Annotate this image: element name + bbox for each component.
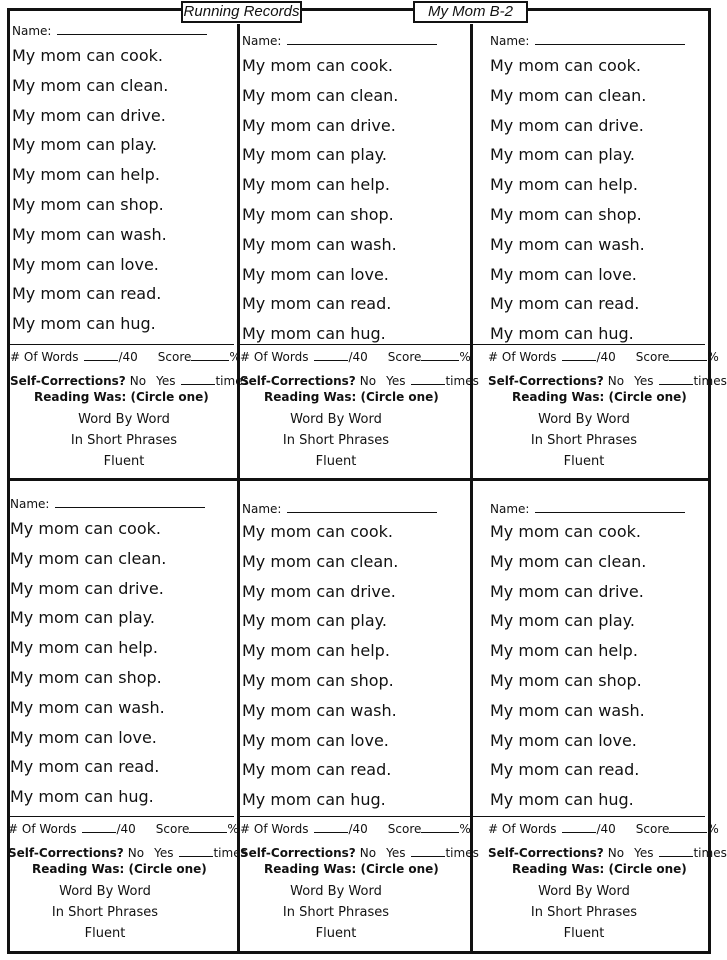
sentence-line: My mom can play. bbox=[490, 145, 635, 165]
words-blank[interactable] bbox=[562, 822, 596, 833]
sentence-line: My mom can cook. bbox=[490, 56, 641, 75]
sentence-line: My mom can wash. bbox=[490, 700, 645, 720]
name-blank[interactable] bbox=[55, 495, 205, 508]
score-blank[interactable] bbox=[669, 822, 707, 833]
option-no[interactable]: No bbox=[129, 374, 147, 388]
times-blank[interactable] bbox=[411, 846, 445, 857]
column-divider-left bbox=[237, 24, 240, 954]
score-label: Score bbox=[155, 822, 190, 836]
sentence-line: My mom can hug. bbox=[242, 324, 386, 344]
reading-option[interactable]: Fluent bbox=[563, 926, 605, 941]
sentence-line: My mom can love. bbox=[10, 727, 157, 747]
score-unit: % bbox=[227, 822, 239, 836]
reading-option[interactable]: Fluent bbox=[84, 926, 126, 941]
sentence-line: My mom can drive. bbox=[242, 115, 396, 135]
score-unit: % bbox=[459, 350, 471, 364]
column-divider-right bbox=[470, 24, 473, 954]
option-yes[interactable]: Yes bbox=[634, 374, 654, 388]
words-total: /40 bbox=[118, 350, 138, 364]
sentence-line: My mom can love. bbox=[242, 730, 389, 750]
reading-option[interactable]: Word By Word bbox=[538, 412, 630, 427]
score-label: Score bbox=[387, 350, 422, 364]
sentence-line: My mom can read. bbox=[242, 760, 392, 780]
times-blank[interactable] bbox=[659, 846, 693, 857]
times-label: times bbox=[445, 374, 479, 388]
words-total: /40 bbox=[596, 350, 616, 364]
sentence-line: My mom can clean. bbox=[12, 75, 169, 95]
words-blank[interactable] bbox=[82, 822, 116, 833]
sentence-line: My mom can read. bbox=[10, 757, 160, 777]
option-no[interactable]: No bbox=[359, 374, 377, 388]
sentence-line: My mom can hug. bbox=[490, 790, 634, 810]
self-corrections-label: Self-Corrections? bbox=[488, 846, 604, 860]
sentence-line: My mom can drive. bbox=[12, 105, 166, 125]
option-yes[interactable]: Yes bbox=[634, 846, 654, 860]
sentence-line: My mom can help. bbox=[242, 641, 390, 661]
score-unit: % bbox=[707, 822, 719, 836]
name-label: Name: bbox=[12, 24, 52, 38]
name-blank[interactable] bbox=[287, 32, 437, 45]
reading-option[interactable]: Word By Word bbox=[290, 412, 382, 427]
sentence-line: My mom can wash. bbox=[490, 234, 645, 254]
times-blank[interactable] bbox=[181, 374, 215, 385]
reading-option[interactable]: In Short Phrases bbox=[51, 905, 159, 920]
sentence-line: My mom can love. bbox=[490, 264, 637, 284]
name-blank[interactable] bbox=[57, 22, 207, 35]
words-blank[interactable] bbox=[84, 350, 118, 361]
times-label: times bbox=[693, 846, 727, 860]
sentence-line: My mom can help. bbox=[242, 175, 390, 195]
name-field[interactable] bbox=[242, 500, 437, 516]
words-label: # Of Words bbox=[488, 350, 557, 364]
name-field[interactable] bbox=[490, 500, 685, 516]
reading-was-label: Reading Was: (Circle one) bbox=[32, 862, 207, 876]
sentence-line: My mom can clean. bbox=[490, 551, 647, 571]
option-yes[interactable]: Yes bbox=[154, 846, 174, 860]
section-divider bbox=[473, 816, 705, 817]
self-corrections-label: Self-Corrections? bbox=[10, 374, 126, 388]
option-no[interactable]: No bbox=[127, 846, 145, 860]
option-no[interactable]: No bbox=[607, 846, 625, 860]
score-unit: % bbox=[459, 822, 471, 836]
self-corrections-label: Self-Corrections? bbox=[240, 374, 356, 388]
sentence-line: My mom can hug. bbox=[490, 324, 634, 344]
sentence-line: My mom can wash. bbox=[242, 234, 397, 254]
reading-option[interactable]: In Short Phrases bbox=[282, 433, 390, 448]
times-blank[interactable] bbox=[179, 846, 213, 857]
sentence-line: My mom can wash. bbox=[10, 697, 165, 717]
score-label: Score bbox=[635, 350, 670, 364]
sentence-line: My mom can cook. bbox=[242, 522, 393, 541]
sentence-line: My mom can clean. bbox=[10, 548, 167, 568]
times-label: times bbox=[215, 374, 249, 388]
score-label: Score bbox=[387, 822, 422, 836]
words-label: # Of Words bbox=[240, 350, 309, 364]
sentence-line: My mom can love. bbox=[242, 264, 389, 284]
score-row bbox=[488, 822, 719, 836]
score-label: Score bbox=[157, 350, 192, 364]
sentence-line: My mom can drive. bbox=[10, 578, 164, 598]
row-divider bbox=[7, 478, 711, 481]
sentence-line: My mom can clean. bbox=[242, 551, 399, 571]
sentence-line: My mom can read. bbox=[490, 760, 640, 780]
name-label: Name: bbox=[10, 497, 50, 511]
sentence-line: My mom can hug. bbox=[12, 314, 156, 334]
reading-option[interactable]: Word By Word bbox=[538, 884, 630, 899]
title-tab: My Mom B-2 bbox=[413, 1, 528, 23]
times-label: times bbox=[445, 846, 479, 860]
words-total: /40 bbox=[596, 822, 616, 836]
times-blank[interactable] bbox=[411, 374, 445, 385]
sentence-line: My mom can play. bbox=[12, 135, 157, 155]
reading-was-label: Reading Was: (Circle one) bbox=[264, 390, 439, 404]
sentence-line: My mom can shop. bbox=[242, 671, 394, 690]
reading-option[interactable]: Word By Word bbox=[59, 884, 151, 899]
sentence-line: My mom can read. bbox=[242, 294, 392, 314]
reading-option[interactable]: In Short Phrases bbox=[70, 433, 178, 448]
sentence-line: My mom can shop. bbox=[490, 671, 642, 690]
sentence-line: My mom can help. bbox=[490, 641, 638, 661]
reading-option[interactable]: Fluent bbox=[315, 454, 357, 469]
section-divider bbox=[240, 344, 470, 345]
score-blank[interactable] bbox=[421, 822, 459, 833]
sentence-line: My mom can help. bbox=[10, 638, 158, 658]
sentence-line: My mom can shop. bbox=[242, 205, 394, 224]
self-corrections-label: Self-Corrections? bbox=[240, 846, 356, 860]
score-row bbox=[488, 350, 719, 364]
self-corrections-label: Self-Corrections? bbox=[488, 374, 604, 388]
name-label: Name: bbox=[490, 502, 530, 516]
sentence-line: My mom can hug. bbox=[10, 787, 154, 807]
sentence-line: My mom can love. bbox=[490, 730, 637, 750]
self-corrections-row bbox=[240, 374, 479, 388]
score-blank[interactable] bbox=[421, 350, 459, 361]
sentence-line: My mom can read. bbox=[490, 294, 640, 314]
sentence-line: My mom can clean. bbox=[490, 85, 647, 105]
sentence-line: My mom can cook. bbox=[242, 56, 393, 75]
name-field[interactable] bbox=[490, 32, 685, 48]
sentence-line: My mom can cook. bbox=[490, 522, 641, 541]
score-blank[interactable] bbox=[191, 350, 229, 361]
score-row bbox=[10, 350, 241, 364]
self-corrections-row bbox=[240, 846, 479, 860]
reading-option[interactable]: Fluent bbox=[103, 454, 145, 469]
self-corrections-row bbox=[10, 374, 249, 388]
score-label: Score bbox=[635, 822, 670, 836]
name-blank[interactable] bbox=[287, 500, 437, 513]
sentence-line: My mom can cook. bbox=[12, 46, 163, 65]
sentence-line: My mom can wash. bbox=[12, 224, 167, 244]
words-total: /40 bbox=[348, 350, 368, 364]
score-blank[interactable] bbox=[669, 350, 707, 361]
reading-option[interactable]: Word By Word bbox=[290, 884, 382, 899]
sentence-line: My mom can wash. bbox=[242, 700, 397, 720]
name-field[interactable] bbox=[242, 32, 437, 48]
sentence-line: My mom can shop. bbox=[12, 195, 164, 214]
name-label: Name: bbox=[242, 34, 282, 48]
name-blank[interactable] bbox=[535, 32, 685, 45]
words-blank[interactable] bbox=[314, 822, 348, 833]
reading-option[interactable]: Fluent bbox=[563, 454, 605, 469]
name-blank[interactable] bbox=[535, 500, 685, 513]
words-label: # Of Words bbox=[488, 822, 557, 836]
words-total: /40 bbox=[116, 822, 136, 836]
words-total: /40 bbox=[348, 822, 368, 836]
sentence-line: My mom can clean. bbox=[242, 85, 399, 105]
words-label: # Of Words bbox=[240, 822, 309, 836]
reading-was-label: Reading Was: (Circle one) bbox=[512, 862, 687, 876]
times-blank[interactable] bbox=[659, 374, 693, 385]
section-divider bbox=[9, 816, 234, 817]
option-no[interactable]: No bbox=[359, 846, 377, 860]
section-divider bbox=[473, 344, 705, 345]
sentence-line: My mom can help. bbox=[12, 165, 160, 185]
reading-option[interactable]: Fluent bbox=[315, 926, 357, 941]
reading-option[interactable]: In Short Phrases bbox=[530, 433, 638, 448]
sentence-line: My mom can cook. bbox=[10, 519, 161, 538]
sentence-line: My mom can drive. bbox=[490, 115, 644, 135]
sentence-line: My mom can play. bbox=[242, 611, 387, 631]
sentence-line: My mom can shop. bbox=[10, 668, 162, 687]
sentence-line: My mom can love. bbox=[12, 254, 159, 274]
option-no[interactable]: No bbox=[607, 374, 625, 388]
name-label: Name: bbox=[490, 34, 530, 48]
section-divider bbox=[240, 816, 470, 817]
reading-option[interactable]: In Short Phrases bbox=[282, 905, 390, 920]
self-corrections-row bbox=[488, 374, 727, 388]
self-corrections-row bbox=[488, 846, 727, 860]
score-blank[interactable] bbox=[189, 822, 227, 833]
times-label: times bbox=[213, 846, 247, 860]
name-label: Name: bbox=[242, 502, 282, 516]
score-row bbox=[240, 350, 471, 364]
score-unit: % bbox=[707, 350, 719, 364]
sentence-line: My mom can hug. bbox=[242, 790, 386, 810]
score-row bbox=[240, 822, 471, 836]
sentence-line: My mom can drive. bbox=[490, 581, 644, 601]
self-corrections-label: Self-Corrections? bbox=[8, 846, 124, 860]
sentence-line: My mom can play. bbox=[242, 145, 387, 165]
score-unit: % bbox=[229, 350, 241, 364]
option-yes[interactable]: Yes bbox=[156, 374, 176, 388]
sentence-line: My mom can read. bbox=[12, 284, 162, 304]
times-label: times bbox=[693, 374, 727, 388]
name-field[interactable] bbox=[10, 495, 205, 511]
reading-was-label: Reading Was: (Circle one) bbox=[264, 862, 439, 876]
option-yes[interactable]: Yes bbox=[386, 374, 406, 388]
self-corrections-row bbox=[8, 846, 247, 860]
sentence-line: My mom can shop. bbox=[490, 205, 642, 224]
reading-was-label: Reading Was: (Circle one) bbox=[34, 390, 209, 404]
words-blank[interactable] bbox=[314, 350, 348, 361]
running-records-tab: Running Records bbox=[181, 1, 302, 23]
words-label: # Of Words bbox=[8, 822, 77, 836]
sentence-line: My mom can drive. bbox=[242, 581, 396, 601]
section-divider bbox=[9, 344, 234, 345]
reading-was-label: Reading Was: (Circle one) bbox=[512, 390, 687, 404]
reading-option[interactable]: In Short Phrases bbox=[530, 905, 638, 920]
option-yes[interactable]: Yes bbox=[386, 846, 406, 860]
reading-option[interactable]: Word By Word bbox=[78, 412, 170, 427]
sentence-line: My mom can play. bbox=[10, 608, 155, 628]
sentence-line: My mom can play. bbox=[490, 611, 635, 631]
sentence-line: My mom can help. bbox=[490, 175, 638, 195]
name-field[interactable] bbox=[12, 22, 207, 38]
score-row bbox=[8, 822, 239, 836]
words-label: # Of Words bbox=[10, 350, 79, 364]
words-blank[interactable] bbox=[562, 350, 596, 361]
